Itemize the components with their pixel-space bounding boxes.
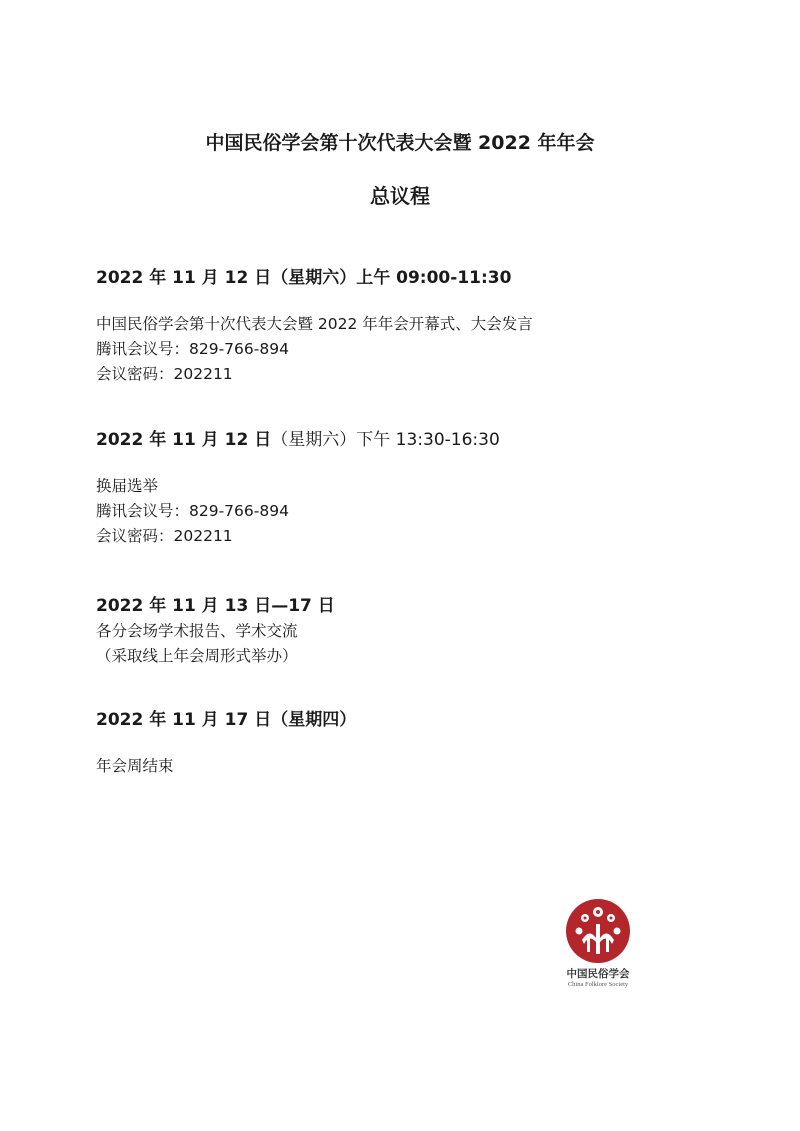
agenda-section-election — [96, 428, 716, 549]
section-date: 2022 年 11 月 17 日（星期四） — [96, 710, 357, 730]
section-date: 2022 年 11 月 13 日—17 日 — [96, 596, 335, 616]
folklore-tree-emblem-icon — [565, 898, 631, 964]
section-date: 2022 年 11 月 12 日 — [96, 268, 272, 288]
section-period: 下午 13:30-16:30 — [356, 430, 500, 450]
section-line: 会议密码：202211 — [96, 365, 233, 383]
section-weekday: （星期六） — [271, 268, 357, 288]
section-weekday: （星期六） — [271, 430, 357, 450]
section-line: 会议密码：202211 — [96, 527, 233, 545]
section-body — [96, 312, 716, 387]
agenda-section-sessions — [96, 594, 716, 669]
section-heading — [96, 266, 716, 290]
section-line: （采取线上年会周形式举办） — [96, 647, 298, 665]
section-line: 中国民俗学会第十次代表大会暨 2022 年年会开幕式、大会发言 — [96, 315, 533, 333]
section-line: 换届选举 — [96, 477, 159, 495]
logo-name-en: China Folklore Society — [567, 981, 629, 988]
section-date: 2022 年 11 月 12 日 — [96, 430, 272, 450]
society-logo — [556, 898, 640, 988]
agenda-section-opening — [96, 266, 716, 387]
section-line: 腾讯会议号：829-766-894 — [96, 502, 289, 520]
section-body — [96, 619, 716, 669]
section-body — [96, 474, 716, 549]
section-line: 腾讯会议号：829-766-894 — [96, 340, 289, 358]
agenda-section-closing — [96, 708, 716, 779]
section-body — [96, 754, 716, 779]
document-title: 中国民俗学会第十次代表大会暨 2022 年年会 — [205, 132, 595, 154]
section-heading — [96, 428, 716, 452]
logo-name-zh: 中国民俗学会 — [566, 968, 630, 980]
section-line: 各分会场学术报告、学术交流 — [96, 622, 298, 640]
section-heading — [96, 594, 716, 618]
document-subtitle: 总议程 — [370, 184, 430, 208]
section-heading — [96, 708, 716, 732]
section-period: 上午 09:00-11:30 — [356, 268, 512, 288]
section-line: 年会周结束 — [96, 757, 174, 775]
